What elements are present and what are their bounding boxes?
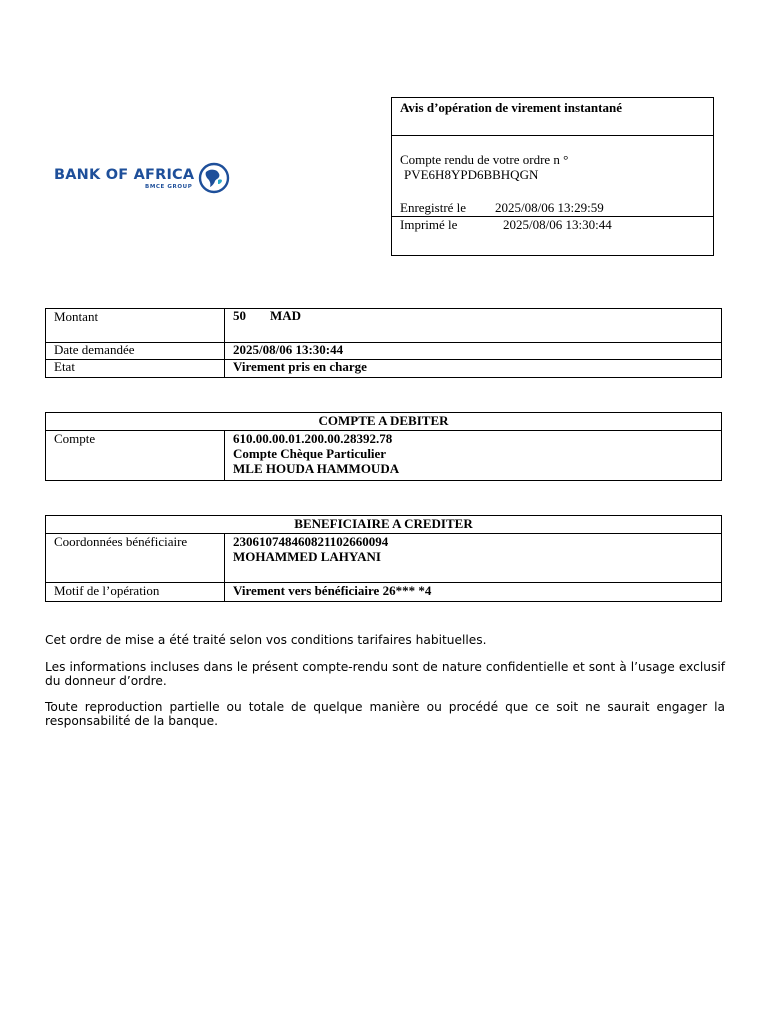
- confidentiality-note: [45, 661, 725, 688]
- bank-logo: [54, 160, 230, 196]
- beneficiary-rib: 230610748460821102660094: [233, 534, 389, 549]
- credit-table: [45, 515, 722, 602]
- printed-value: 2025/08/06 13:30:44: [503, 217, 612, 232]
- date-value: 2025/08/06 13:30:44: [225, 343, 722, 360]
- date-row: [46, 343, 722, 360]
- globe-icon: [198, 162, 230, 194]
- state-row: [46, 360, 722, 378]
- amount-currency: MAD: [270, 308, 302, 323]
- operation-notice-box: [391, 97, 714, 256]
- tariff-note: [45, 634, 725, 648]
- amount-value: 50: [233, 308, 246, 323]
- registered-value: 2025/08/06 13:29:59: [495, 200, 604, 215]
- motif-value: Virement vers bénéficiaire 26*** *4: [225, 583, 722, 602]
- debit-heading: COMPTE A DEBITER: [46, 413, 722, 431]
- date-label: Date demandée: [46, 343, 225, 360]
- notice-title-row: [392, 98, 713, 136]
- amount-label: Montant: [46, 309, 225, 343]
- beneficiary-label: Coordonnées bénéficiaire: [46, 534, 225, 583]
- order-number: PVE6H8YPD6BBHQGN: [404, 167, 539, 182]
- beneficiary-name: MOHAMMED LAHYANI: [233, 549, 381, 564]
- debit-heading-row: [46, 413, 722, 431]
- amount-cell: [225, 309, 722, 343]
- motif-label: Motif de l’opération: [46, 583, 225, 602]
- debit-account-label: Compte: [46, 431, 225, 481]
- debit-account-type: Compte Chèque Particulier: [233, 446, 387, 461]
- beneficiary-row: [46, 534, 722, 583]
- operation-table: [45, 308, 722, 378]
- state-value: Virement pris en charge: [225, 360, 722, 378]
- debit-account-row: [46, 431, 722, 481]
- tariff-note-text: Cet ordre de mise a été traité selon vos conditions tarifaires habituelles.: [45, 633, 487, 647]
- logo-name: BANK OF AFRICA: [54, 166, 195, 183]
- debit-account-holder: MLE HOUDA HAMMOUDA: [233, 461, 400, 476]
- beneficiary-cell: [225, 534, 722, 583]
- liability-note-text: Toute reproduction partielle ou totale de quelque manière ou procédé que ce soit ne saurait engager la responsabilité de la banque.: [45, 700, 725, 728]
- registered-label: Enregistré le: [400, 200, 467, 215]
- printed-row: [392, 216, 713, 255]
- logo-group: BMCE GROUP: [145, 183, 193, 190]
- amount-row: [46, 309, 722, 343]
- debit-account-cell: [225, 431, 722, 481]
- order-label: Compte rendu de votre ordre n °: [400, 152, 569, 167]
- debit-account-number: 610.00.00.01.200.00.28392.78: [233, 431, 393, 446]
- credit-heading-row: [46, 516, 722, 534]
- printed-label: Imprimé le: [400, 217, 458, 232]
- credit-heading: BENEFICIAIRE A CREDITER: [46, 516, 722, 534]
- confidentiality-note-text: Les informations incluses dans le présent compte-rendu sont de nature confidentielle et sont à l’usage exclusif du donneur d’ordre.: [45, 660, 725, 688]
- state-label: Etat: [46, 360, 225, 378]
- debit-table: [45, 412, 722, 481]
- notice-title: Avis d’opération de virement instantané: [400, 100, 622, 115]
- motif-row: [46, 583, 722, 602]
- liability-note: [45, 701, 725, 728]
